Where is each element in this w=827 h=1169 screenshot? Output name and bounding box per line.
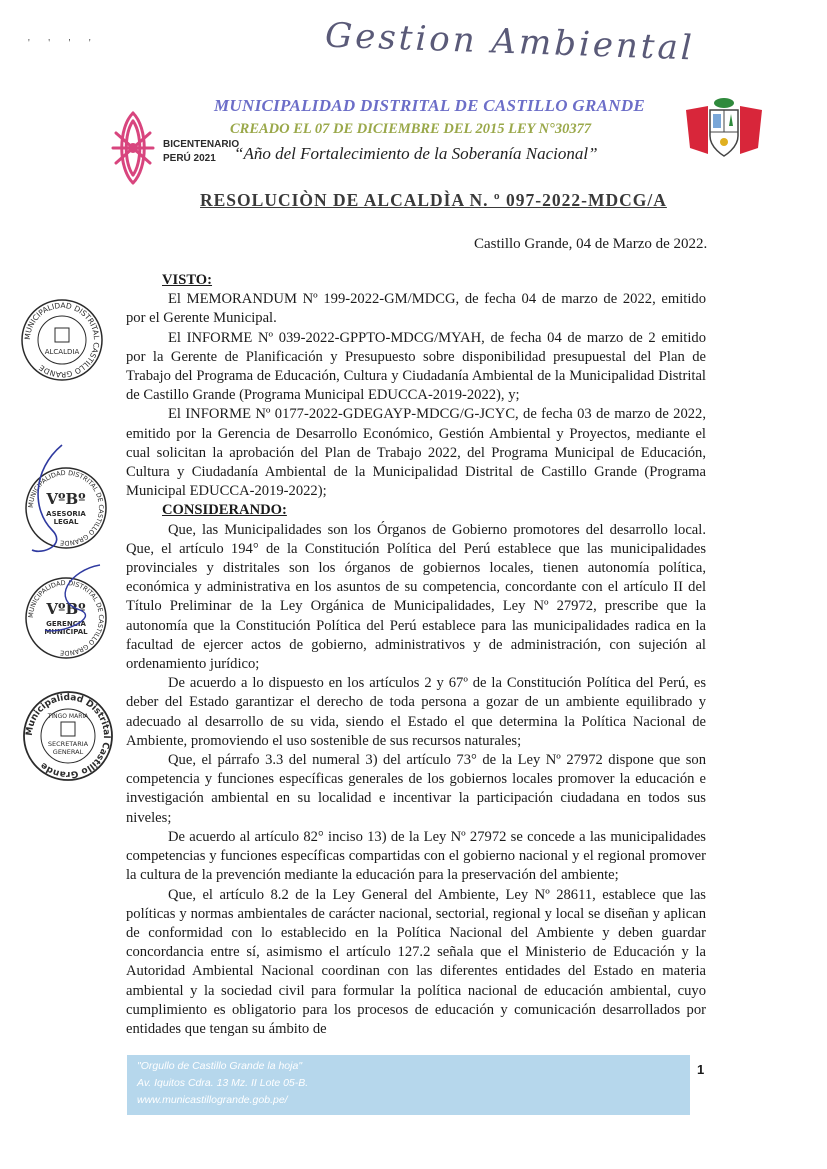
signature-mark-1 (22, 440, 82, 560)
stamp-alcaldia-center: ALCALDIA (44, 348, 80, 356)
signature-mark-2 (40, 560, 110, 640)
visto-heading: VISTO: (162, 272, 213, 288)
bicentenario-label: BICENTENARIO (163, 139, 240, 150)
resolution-date: Castillo Grande, 04 de Marzo de 2022. (474, 236, 708, 252)
stamp-asesoria-ring: MUNICIPALIDAD DISTRITAL DE CASTILLO GRANDE (26, 468, 106, 548)
stamp-secretaria-ring: Municipalidad Distrital Castillo Grande (24, 692, 112, 780)
stamp-asesoria-vb: VºBº (46, 490, 86, 508)
considerando-paragraph-3: Que, el párrafo 3.3 del numeral 3) del artículo 73° de la Ley Nº 27972 dispone que son competencia y funciones específicas generales de los gobiernos locales promover la educación e investigación ambiental en su localidad e incentivar la participación ciudadana en todos sus niveles; (126, 752, 706, 826)
municipality-name: MUNICIPALIDAD DISTRITAL DE CASTILLO GRANDE (214, 96, 646, 115)
stamp-gerencia-center2: MUNICIPAL (44, 628, 88, 636)
stamp-gerencia-center1: GERENCIA (46, 620, 86, 628)
visto-paragraph-2: El INFORME Nº 039-2022-GPPTO-MDCG/MYAH, de fecha 04 de marzo de 2 emitido por la Gerente de Planificación y Presupuesto sobre disponibilidad presupuestal del Plan de Trabajo del Programa de Educación, Cultura y Ciudadanía Ambiental de la Municipalidad Distrital de Castillo Grande (Programa Municipal EDUCCA-2019-2022), y; (126, 329, 706, 404)
svg-text:MUNICIPALIDAD DISTRITAL CASTIL (23, 301, 101, 379)
stamp-secretaria-general (22, 690, 114, 782)
stamp-alcaldia (20, 298, 104, 382)
stamp-asesoria-center2: LEGAL (53, 518, 79, 526)
footer-slogan: "Orgullo de Castillo Grande la hoja" (137, 1060, 303, 1072)
considerando-paragraph-1: Que, las Municipalidades son los Órganos de Gobierno promotores del desarrollo local. Que, el artículo 194° de la Constitución Política del Perú establece que las municipalidades provinciales y distritales son los órganos de gobiernos locales, tienen autonomía política, económica y administrativa en los asuntos de su competencia, concordante con el artículo II del Título Preliminar de la Ley Orgánica de Municipalidades, Ley Nº 27972, prescribe que la autonomía que la Constitución Política del Perú establece para las municipalidades radica en la facultad de ejercer actos de gobierno, administrativos y de administración, con sujeción al ordenamiento jurídico; (126, 521, 706, 673)
stamp-secretaria-top: TINGO MARIA (47, 713, 89, 720)
handwritten-annotation: Gestion Ambiental (324, 15, 696, 69)
year-motto: “Año del Fortalecimiento de la Soberanía Nacional” (234, 144, 598, 163)
peru-coat-of-arms-icon (680, 96, 768, 162)
bicentenario-logo-icon (108, 103, 158, 193)
corner-marks: ' ' ' ' (28, 38, 99, 49)
considerando-heading: CONSIDERANDO: (162, 502, 287, 519)
resolution-title: RESOLUCIÒN DE ALCALDÌA N. º 097-2022-MDCG/A (200, 190, 667, 210)
municipality-creation-note: CREADO EL 07 DE DICIEMBRE DEL 2015 LEY N°30377 (230, 121, 592, 137)
stamp-secretaria-center2: GENERAL (52, 748, 84, 756)
visto-paragraph-1: El MEMORANDUM Nº 199-2022-GM/MDCG, de fecha 04 de marzo de 2022, emitido por el Gerente Municipal. (126, 291, 706, 327)
visto-paragraph-3: El INFORME Nº 0177-2022-GDEGAYP-MDCG/G-JCYC, de fecha 03 de marzo de 2022, emitido por la Gerencia de Desarrollo Económico, Gestión Ambiental y Proyectos, mediante el cual solicitan la aprobación del Plan de Trabajo 2022, del Programa Municipal de Educación, Cultura y Ciudadanía Ambiental de la Municipalidad Distrital de Castillo Grande (Programa Municipal EDUCCA-2019-2022); (126, 406, 706, 500)
stamp-gerencia-ring: MUNICIPALIDAD DISTRITAL DE CASTILLO GRANDE (26, 578, 106, 658)
considerando-paragraph-5: Que, el artículo 8.2 de la Ley General del Ambiente, Ley Nº 28611, establece que las políticas y normas ambientales de carácter nacional, sectorial, regional y local se diseñan y aplican de conformidad con lo establecido en la Política Nacional del Ambiente y deben guardar concordancia entre sí, asimismo el artículo 127.2 señala que el Ministerio de Educación y la Autoridad Ambiental Nacional coordinan con las diferentes entidades del Estado en materia ambiental y la sociedad civil para formular la política nacional de educación ambiental, cuyo cumplimiento es obligatorio para los procesos de educación y comunicación desarrollados por entidades que tengan su ámbito de (126, 886, 706, 1037)
bicentenario-year: PERÚ 2021 (163, 153, 216, 164)
footer-website: www.municastillogrande.gob.pe/ (137, 1094, 288, 1106)
stamp-asesoria-center1: ASESORIA (46, 510, 86, 518)
stamp-secretaria-center1: SECRETARIA (47, 740, 89, 748)
stamp-gerencia-vb: VºBº (46, 600, 86, 618)
footer-contact-box (127, 1055, 690, 1115)
resolution-body (126, 271, 706, 1039)
considerando-paragraph-2: De acuerdo a lo dispuesto en los artículos 2 y 67º de la Constitución Política del Perú, es deber del Estado garantizar el derecho de toda persona a gozar de un ambiente equilibrado y adecuado al desarrollo de su vida, siendo el Estado el que determina la Política Nacional de Ambiente, promoviendo el uso sostenible de sus recursos naturales; (126, 675, 706, 749)
bicentenario-text (163, 138, 239, 166)
considerando-paragraph-4: De acuerdo al artículo 82° inciso 13) de la Ley Nº 27972 se concede a las municipalidades competencias y funciones específicas compartidas con el gobierno nacional y el regional promover la cultura de la prevención mediante la educación para la preservación del ambiente; (126, 828, 706, 884)
footer-address: Av. Iquitos Cdra. 13 Mz. II Lote 05-B. (137, 1077, 309, 1089)
stamp-alcaldia-ring: MUNICIPALIDAD DISTRITAL CASTILLO GRANDE (22, 300, 102, 380)
page-number: 1 (697, 1062, 705, 1077)
